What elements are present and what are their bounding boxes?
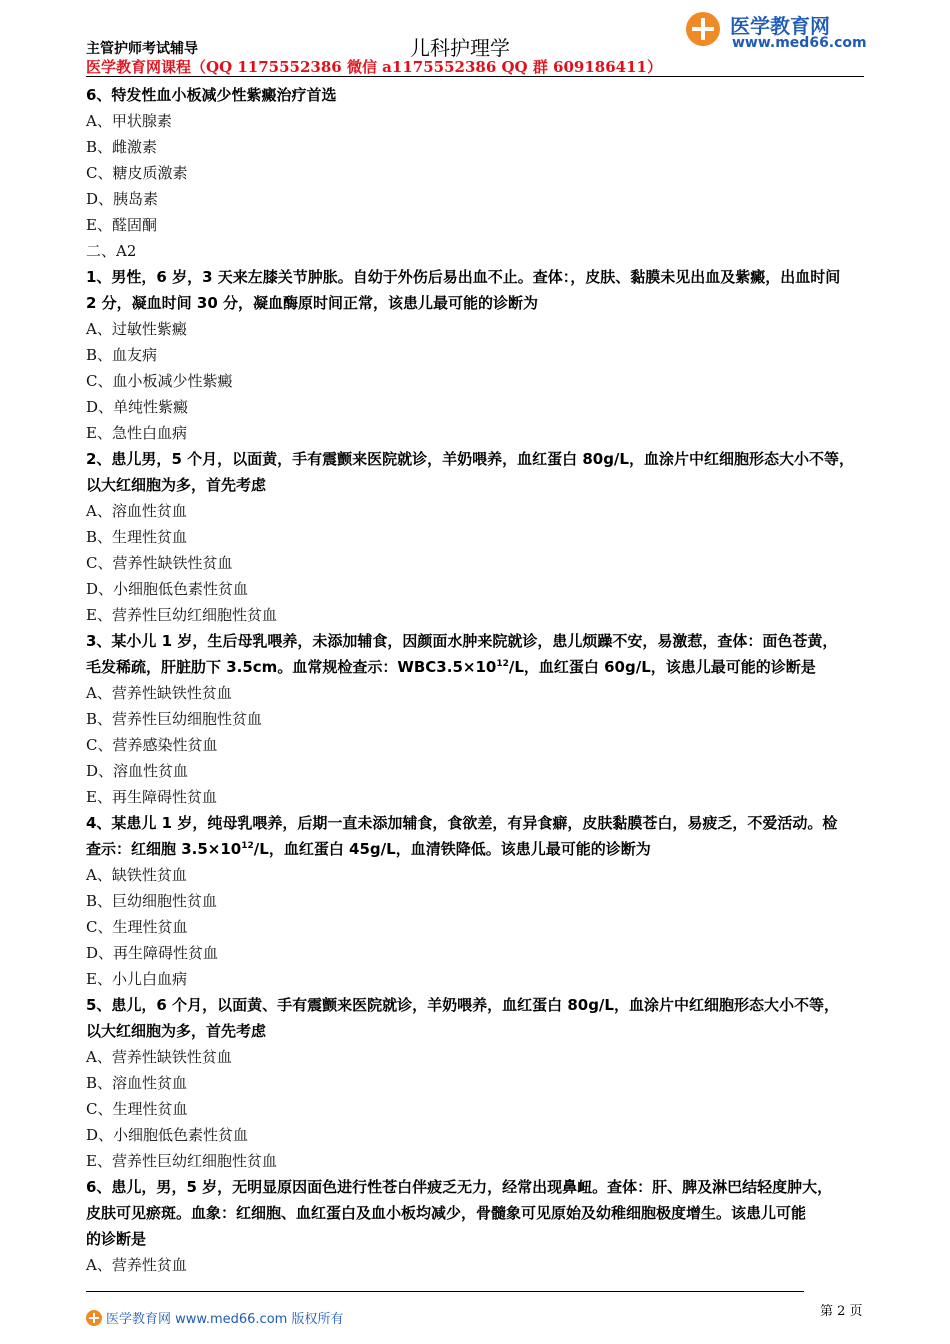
question-stem-cont: 的诊断是 [86,1230,147,1248]
option-a: A、甲状腺素 [86,112,172,130]
stem-text: 查示：红细胞 3.5×10 [86,840,242,858]
option-e: E、醛固酮 [86,216,157,234]
logo-name: 医学教育网 [730,14,830,38]
option-e: E、再生障碍性贫血 [86,788,217,806]
option-b: B、巨幼细胞性贫血 [86,892,218,910]
header-contact: 医学教育网课程（QQ 1175552386 微信 a1175552386 QQ 群 609186411） [86,58,662,76]
exponent: 12 [496,659,509,669]
option-a: A、溶血性贫血 [86,502,187,520]
question-stem: 6、患儿，男，5 岁，无明显原因面色进行性苍白伴疲乏无力，经常出现鼻衄。查体：肝、脾及淋巴结轻度肿大， [86,1178,833,1196]
option-d: D、溶血性贫血 [86,762,189,780]
option-c: C、生理性贫血 [86,918,188,936]
option-d: D、小细胞低色素性贫血 [86,1126,249,1144]
cross-logo-icon [686,12,720,46]
question-stem: 5、患儿，6 个月，以面黄、手有震颤来医院就诊，羊奶喂养，血红蛋白 80g/L，血涂片中红细胞形态大小不等， [86,996,839,1014]
stem-text: /L，血红蛋白 45g/L，血清铁降低。该患儿最可能的诊断为 [253,840,651,858]
question-stem-cont: 皮肤可见瘀斑。血象：红细胞、血红蛋白及血小板均减少，骨髓象可见原始及幼稚细胞极度增生。该患儿可能 [86,1204,807,1222]
footer-divider [86,1291,804,1292]
option-a: A、过敏性紫癜 [86,320,187,338]
site-logo[interactable] [686,10,866,50]
question-block [86,1174,874,1278]
option-a: A、营养性贫血 [86,1256,187,1274]
option-d: D、小细胞低色素性贫血 [86,580,249,598]
option-b: B、生理性贫血 [86,528,188,546]
question-stem: 3、某小儿 1 岁，生后母乳喂养，未添加辅食，因颜面水肿来院就诊，患儿烦躁不安，易激惹，查体：面色苍黄， [86,632,838,650]
document-body [86,82,874,1278]
option-b: B、血友病 [86,346,158,364]
option-e: E、小儿白血病 [86,970,187,988]
question-stem-cont: 以大红细胞为多，首先考虑 [86,1022,267,1040]
question-stem: 1、男性，6 岁，3 天来左膝关节肿胀。自幼于外伤后易出血不止。查体：，皮肤、黏膜未见出血及紫癜，出血时间 [86,268,841,286]
question-stem-cont [86,654,874,680]
option-e: E、营养性巨幼红细胞性贫血 [86,1152,277,1170]
option-a: A、营养性缺铁性贫血 [86,684,232,702]
option-a: A、缺铁性贫血 [86,866,187,884]
header-title: 儿科护理学 [410,36,510,60]
footer-copyright[interactable] [86,1308,343,1327]
option-c: C、营养性缺铁性贫血 [86,554,233,572]
question-stem: 4、某患儿 1 岁，纯母乳喂养，后期一直未添加辅食，食欲差，有异食癖，皮肤黏膜苍白，易疲乏，不爱活动。检 [86,814,838,832]
option-b: B、雌激素 [86,138,158,156]
option-b: B、营养性巨幼细胞性贫血 [86,710,263,728]
option-d: D、胰岛素 [86,190,159,208]
question-block [86,446,874,628]
question-block [86,992,874,1174]
cross-logo-icon [86,1310,102,1326]
option-c: C、生理性贫血 [86,1100,188,1118]
header-divider [86,76,864,77]
question-stem: 2、患儿男，5 个月，以面黄，手有震颤来医院就诊，羊奶喂养，血红蛋白 80g/L，血涂片中红细胞形态大小不等， [86,450,854,468]
exponent: 12 [241,841,254,851]
question-stem-cont: 2 分，凝血时间 30 分，凝血酶原时间正常，该患儿最可能的诊断为 [86,294,538,312]
option-a: A、营养性缺铁性贫血 [86,1048,232,1066]
question-block [86,628,874,810]
option-c: C、营养感染性贫血 [86,736,218,754]
page-number: 第 2 页 [820,1304,863,1319]
option-e: E、急性白血病 [86,424,187,442]
question-block [86,264,874,446]
option-d: D、再生障碍性贫血 [86,944,219,962]
header-subtitle: 主管护师考试辅导 [86,41,198,57]
logo-url: www.med66.com [732,35,867,51]
question-block [86,82,874,238]
option-e: E、营养性巨幼红细胞性贫血 [86,606,277,624]
option-c: C、糖皮质激素 [86,164,188,182]
question-stem-cont [86,836,874,862]
page-header [0,0,950,80]
section-heading: 二、A2 [86,242,137,260]
footer-text: 医学教育网 www.med66.com 版权所有 [106,1312,344,1327]
option-b: B、溶血性贫血 [86,1074,188,1092]
question-stem-cont: 以大红细胞为多，首先考虑 [86,476,267,494]
question-stem: 6、特发性血小板减少性紫癜治疗首选 [86,86,337,104]
stem-text: /L，血红蛋白 60g/L，该患儿最可能的诊断是 [508,658,816,676]
option-c: C、血小板减少性紫癜 [86,372,233,390]
option-d: D、单纯性紫癜 [86,398,189,416]
question-block [86,810,874,992]
stem-text: 毛发稀疏，肝脏肋下 3.5cm。血常规检查示：WBC3.5×10 [86,658,497,676]
